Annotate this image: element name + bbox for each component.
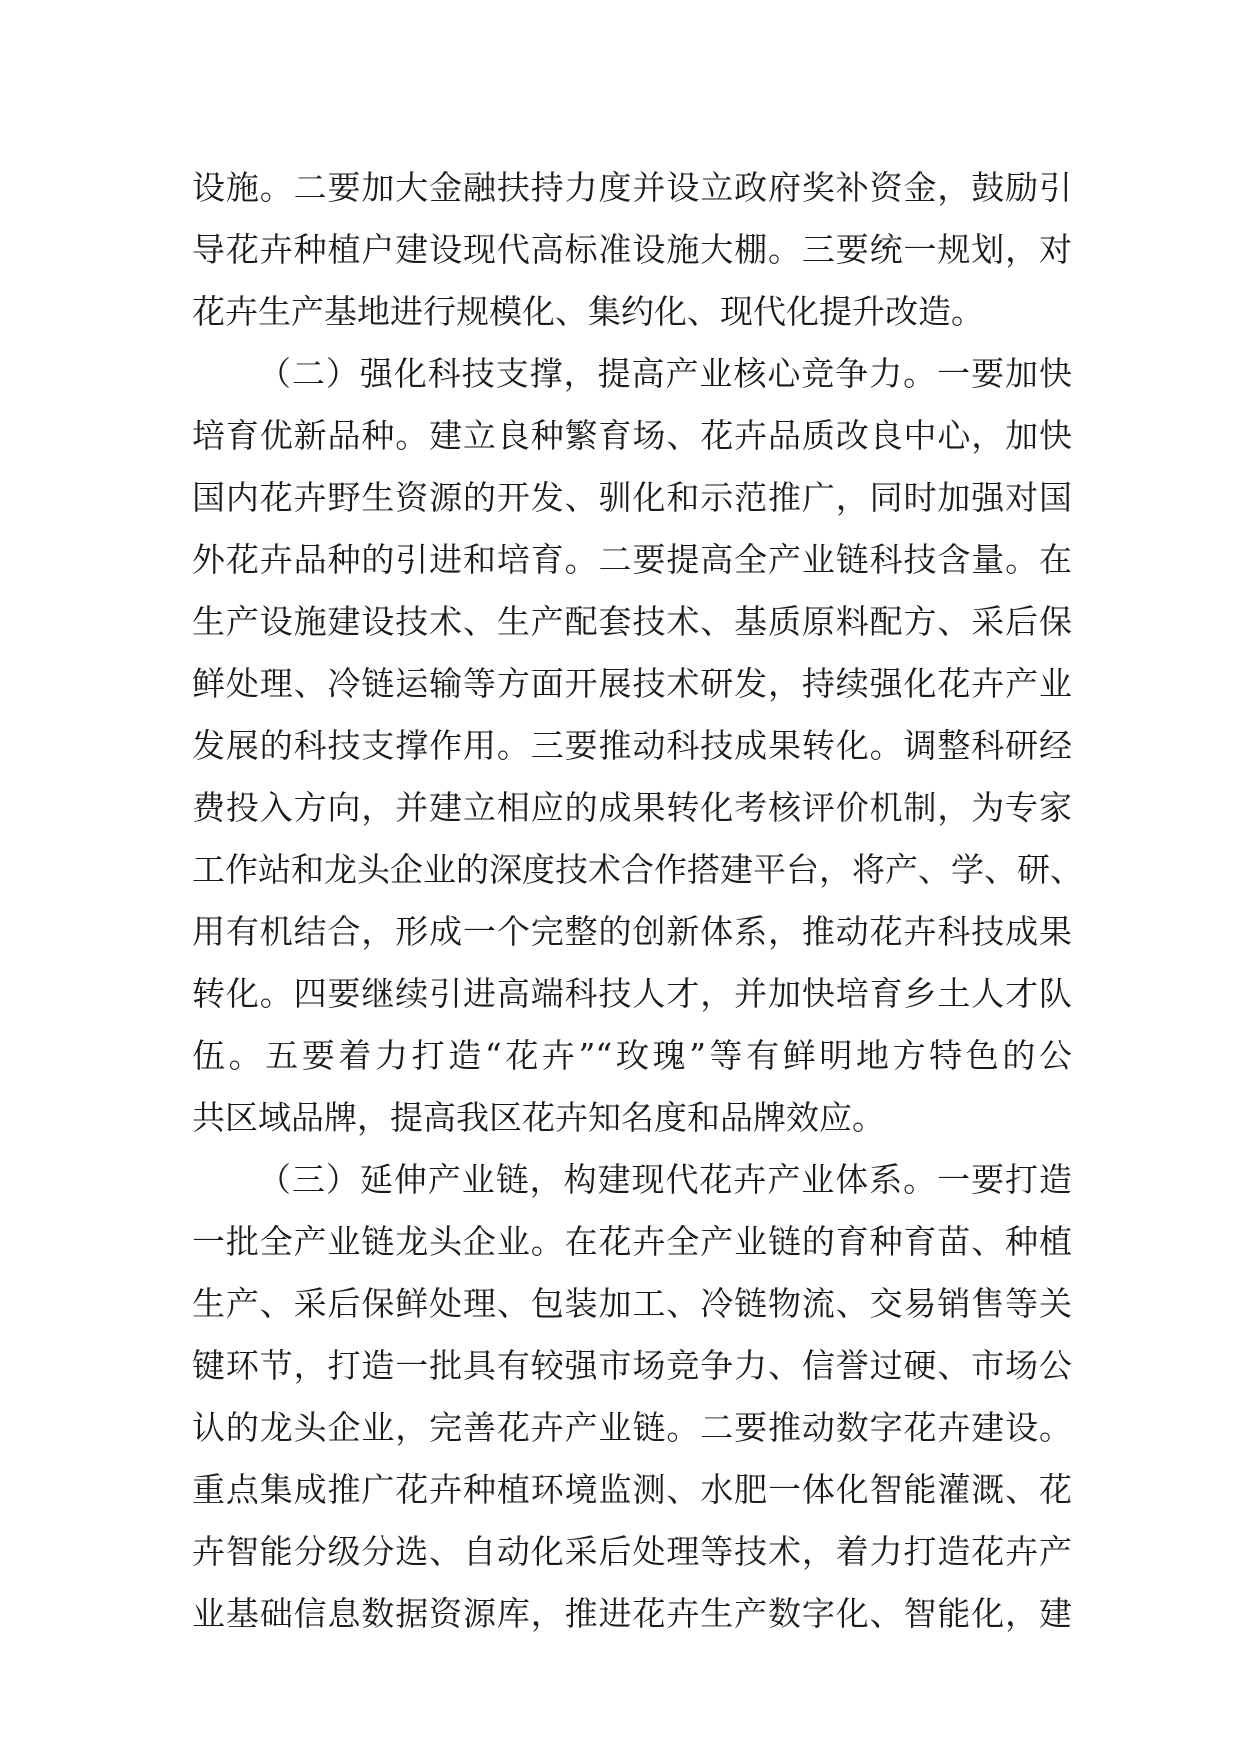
text-line: 重点集成推广花卉种植环境监测、水肥一体化智能灌溉、花 [192, 1470, 1072, 1509]
text-line: 业基础信息数据资源库，推进花卉生产数字化、智能化，建 [192, 1594, 1072, 1633]
text-line: 认的龙头企业，完善花卉产业链。二要推动数字花卉建设。 [192, 1408, 1072, 1447]
text-line: 发展的科技支撑作用。三要推动科技成果转化。调整科研经 [192, 726, 1072, 765]
text-line: 生产、采后保鲜处理、包装加工、冷链物流、交易销售等关 [192, 1284, 1072, 1323]
text-line: 国内花卉野生资源的开发、驯化和示范推广，同时加强对国 [192, 478, 1072, 517]
text-line: 伍。五要着力打造“花卉”“玫瑰”等有鲜明地方特色的公 [192, 1036, 1072, 1075]
text-line: 工作站和龙头企业的深度技术合作搭建平台，将产、学、研、 [192, 850, 1083, 889]
document-body [192, 157, 1083, 1645]
text-line: 外花卉品种的引进和培育。二要提高全产业链科技含量。在 [192, 540, 1072, 579]
text-line: （二）强化科技支撑，提高产业核心竞争力。一要加快 [258, 354, 1072, 393]
text-line: 设施。二要加大金融扶持力度并设立政府奖补资金，鼓励引 [192, 168, 1072, 207]
text-line: 键环节，打造一批具有较强市场竞争力、信誉过硬、市场公 [192, 1346, 1072, 1385]
text-line: 生产设施建设技术、生产配套技术、基质原料配方、采后保 [192, 602, 1072, 641]
text-line: 共区域品牌，提高我区花卉知名度和品牌效应。 [192, 1098, 885, 1137]
text-line: 花卉生产基地进行规模化、集约化、现代化提升改造。 [192, 292, 984, 331]
text-line: 培育优新品种。建立良种繁育场、花卉品质改良中心，加快 [192, 416, 1072, 455]
text-line: 费投入方向，并建立相应的成果转化考核评价机制，为专家 [192, 788, 1072, 827]
text-line: （三）延伸产业链，构建现代花卉产业体系。一要打造 [258, 1160, 1072, 1199]
text-line: 导花卉种植户建设现代高标准设施大棚。三要统一规划，对 [192, 230, 1072, 269]
text-line: 鲜处理、冷链运输等方面开展技术研发，持续强化花卉产业 [192, 664, 1072, 703]
text-line: 转化。四要继续引进高端科技人才，并加快培育乡土人才队 [192, 974, 1072, 1013]
text-line: 用有机结合，形成一个完整的创新体系，推动花卉科技成果 [192, 912, 1072, 951]
text-line: 一批全产业链龙头企业。在花卉全产业链的育种育苗、种植 [192, 1222, 1072, 1261]
text-line: 卉智能分级分选、自动化采后处理等技术，着力打造花卉产 [192, 1532, 1072, 1571]
